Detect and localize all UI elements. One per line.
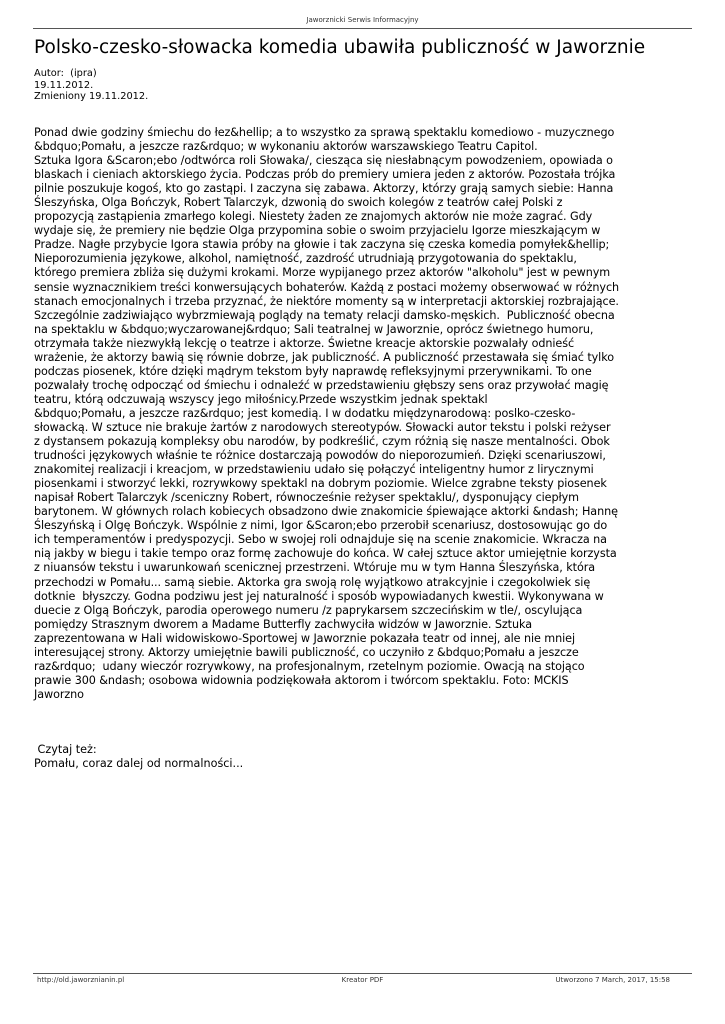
article-body-line: otrzymała także niezwykłą lekcję o teatrze i aktorze. Świetne kreacje aktorskie pozwalały odnieść — [34, 336, 575, 350]
article-body-line: przechodzi w Pomału... samą siebie. Aktorka gra swoją rolę wyjątkowo atrakcyjnie i czegokolwiek się — [34, 575, 591, 589]
article-body-line: wrażenie, że aktorzy bawią się równie dobrze, jak publiczność. A publiczność przestawała się śmiać tylko — [34, 350, 614, 364]
article-body — [34, 126, 694, 702]
article-meta — [34, 68, 148, 103]
article-body-line: słowacką. W sztuce nie brakuje żartów z narodowych stereotypów. Słowacki autor tekstu i polski reżyser — [34, 420, 611, 434]
article-body-line: pomiędzy Strasznym dworem a Madame Butterfly zachwyciła widzów w Jaworznie. Sztuka — [34, 617, 532, 631]
article-body-line: ich temperamentów i predyspozycji. Sebo w swojej roli odnajduje się na scenie znakomicie. Wkracza na — [34, 533, 607, 547]
article-body-line: propozycją zastąpienia zmarłego kolegi. Niestety żaden ze znajomych aktorów nie może zagrać. Gdy — [34, 210, 593, 224]
publish-date: 19.11.2012. — [34, 79, 94, 91]
article-body-line: interesującej strony. Aktorzy umiejętnie bawili publiczność, co uczyniło z &bdquo;Pomału a jeszcze — [34, 645, 579, 659]
article-body-line: podczas piosenek, które dzięki mądrym tekstom były naprawdę refleksyjnymi przerywnikami. To one — [34, 364, 592, 378]
see-also-section — [34, 743, 243, 771]
article-body-line: Śleszyńską i Olgę Bończyk. Wspólnie z nimi, Igor &Scaron;ebo przerobił scenariusz, dostosowując go do — [34, 519, 608, 533]
author-line: Autor: (ipra) — [34, 68, 97, 79]
article-title: Polsko-czesko-słowacka komedia ubawiła publiczność w Jaworznie — [34, 37, 646, 58]
article-body-line: &bdquo;Pomału, a jeszcze raz&rdquo; w wykonaniu aktorów warszawskiego Teatru Capitol. — [34, 140, 538, 154]
article-body-line: teatru, którą odczuwają wszyscy jego miłośnicy.Przede wszystkim jednak spektakl — [34, 392, 488, 406]
article-body-line: blaskach i cieniach aktorskiego życia. Podczas prób do premiery umiera jeden z aktorów. Pozostała trójka — [34, 168, 616, 182]
article-body-line: znakomitej realizacji i kreacjom, w przedstawieniu udało się połączyć inteligentny humor z lirycznymi — [34, 463, 594, 477]
article-body-line: barytonem. W głównych rolach kobiecych obsadzono dwie znakomicie śpiewające aktorki &ndash; Hannę — [34, 505, 618, 519]
article-body-line: pozwalały trochę odpocząć od śmiechu i odnaleźć w przedstawieniu głębszy sens oraz przywołać magię — [34, 378, 609, 392]
article-body-line: Jaworzno — [34, 687, 84, 701]
modified-date: Zmieniony 19.11.2012. — [34, 91, 149, 102]
article-body-line: napisał Robert Talarczyk /sceniczny Robert, równocześnie reżyser spektaklu/, dysponujący ciepłym — [34, 491, 579, 505]
footer-generator: Kreator PDF — [341, 976, 384, 984]
header-divider — [33, 28, 692, 29]
article-body-line: sensie wyznacznikiem treści konwersujących bohaterów. Każdą z postaci możemy obserwować w różnych — [34, 280, 620, 294]
article-body-line: na spektaklu w &bdquo;wyczarowanej&rdquo; Sali teatralnej w Jaworznie, oprócz świetnego humoru, — [34, 322, 594, 336]
article-body-line: Sztuka Igora &Scaron;ebo /odtwórca roli Słowaka/, ciesząca się niesłabnącym powodzeniem, opowiada o — [34, 154, 613, 168]
footer-created: Utworzono 7 March, 2017, 15:58 — [555, 976, 670, 984]
article-body-line: z niuansów tekstu i uwarunkowań scenicznej przestrzeni. Wtóruje mu w tym Hanna Śleszyńska, która — [34, 561, 596, 575]
article-body-line: Pradze. Nagłe przybycie Igora stawia próby na głowie i tak zaczyna się czeska komedia pomyłek&hellip; — [34, 238, 610, 252]
article-body-line: pilnie poszukuje kogoś, kto go zastąpi. I zaczyna się zabawa. Aktorzy, którzy grają samych siebie: Hanna — [34, 182, 614, 196]
article-body-line: raz&rdquo; udany wieczór rozrywkowy, na profesjonalnym, rzetelnym poziomie. Owacją na stojąco — [34, 659, 585, 673]
header-site-name: Jaworznicki Serwis Informacyjny — [306, 16, 419, 24]
article-body-line: stanach emocjonalnych i trzeba przyznać, że niektóre momenty są w interpretacji aktorskiej rozbrajające. — [34, 294, 619, 308]
article-body-line: &bdquo;Pomału, a jeszcze raz&rdquo; jest komedią. I w dodatku międzynarodową: poslko-czesko- — [34, 406, 576, 420]
article-body-line: Nieporozumienia językowe, alkohol, namiętność, zazdrość utrudniają przygotowania do spektaklu, — [34, 252, 577, 266]
article-body-line: piosenkami i stworzyć lekki, rozrywkowy spektakl na dobrym poziomie. Wielce zgrabne teksty piosenek — [34, 477, 607, 491]
page-footer — [33, 976, 692, 986]
article-body-line: prawie 300 &ndash; osobowa widownia podziękowała aktorom i twórcom spektaklu. Foto: MCKIS — [34, 673, 569, 687]
article-body-line: Ponad dwie godziny śmiechu do łez&hellip; a to wszystko za sprawą spektaklu komediowo - muzycznego — [34, 126, 615, 139]
article-body-line: Szczególnie zadziwiająco wybrzmiewają poglądy na tematy relacji damsko-męskich. Publiczność obecna — [34, 308, 615, 322]
article-body-line: dotknie błyszczy. Godna podziwu jest jej naturalność i sposób wypowiadanych kwestii. Wykonywana w — [34, 589, 604, 603]
footer-url[interactable]: http://old.jaworznianin.pl — [37, 976, 125, 984]
article-body-line: którego premiera zbliża się dużymi krokami. Morze wypijanego przez aktorów "alkoholu" jest w pewnym — [34, 266, 611, 280]
see-also-heading: Czytaj też: — [34, 743, 97, 756]
article-body-line: Śleszyńska, Olga Bończyk, Robert Talarczyk, dzwonią do swoich kolegów z teatrów całej Polski z — [34, 196, 563, 210]
article-body-line: zaprezentowana w Hali widowiskowo-Sportowej w Jaworznie pokazała teatr od innej, ale nie mniej — [34, 631, 575, 645]
footer-divider — [33, 973, 692, 974]
article-body-line: nią jakby w biegu i takie tempo oraz formę zachowuje do końca. W całej sztuce aktor umiejętnie korzysta — [34, 547, 617, 561]
article-body-line: z dystansem pokazują kompleksy obu narodów, by podkreślić, czym różnią się nasze mentalności. Obok — [34, 435, 610, 449]
article-body-line: duecie z Olgą Bończyk, parodia operowego numeru /z paprykarsem szczecińskim w tle/, oscylująca — [34, 603, 583, 617]
article-body-line: trudności językowych właśnie te różnice dostarczają powodów do nieporozumień. Dzięki scenariuszowi, — [34, 449, 606, 463]
see-also-link[interactable]: Pomału, coraz dalej od normalności... — [34, 757, 244, 771]
article-body-line: wydaje się, że premiery nie będzie Olga przypomina sobie o swoim przyjacielu Igorze mieszkającym w — [34, 224, 601, 238]
